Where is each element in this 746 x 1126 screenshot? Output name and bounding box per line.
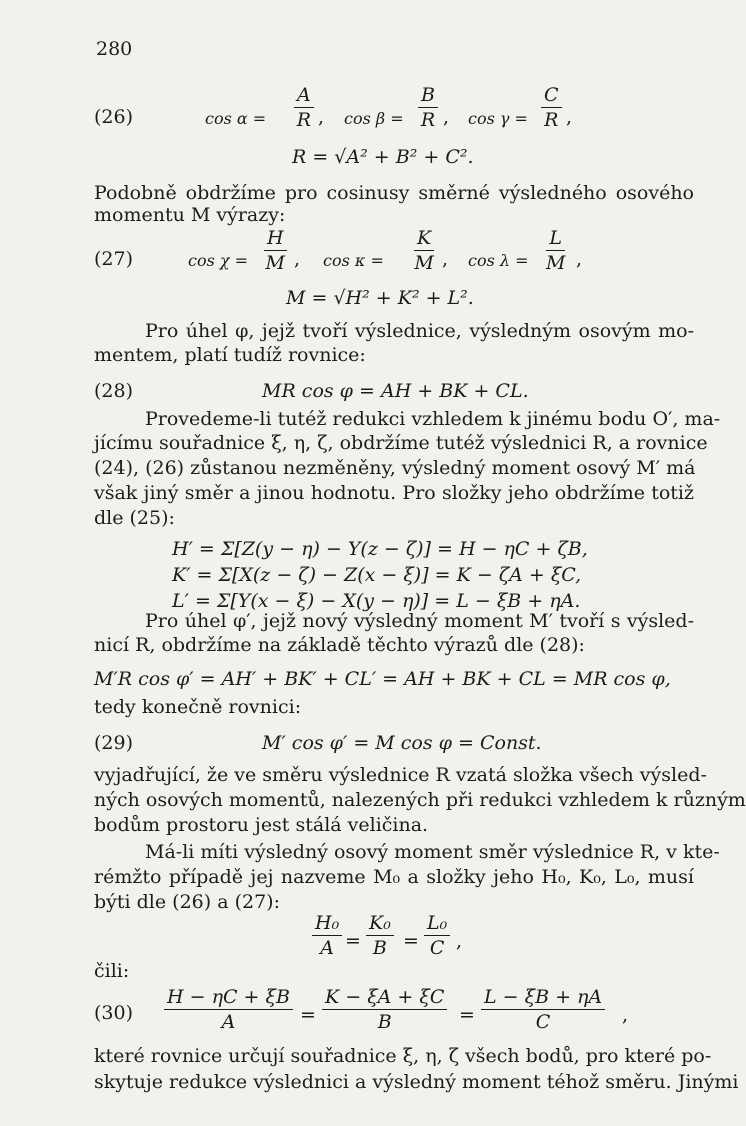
cos-kappa-label: cos κ = <box>323 251 384 270</box>
l-prime-equation: L′ = Σ[Y(x − ξ) − X(y − η)] = L − ξB + ηA. <box>172 590 581 612</box>
equation-number-28: (28) <box>94 380 134 402</box>
paragraph-line: však jiný směr a jinou hodnotu. Pro složky jeho obdržíme totiž <box>94 482 694 504</box>
cos-alpha-label: cos α = <box>205 109 267 128</box>
fraction-l-over-m: L M <box>546 227 566 274</box>
paragraph-line: momentu M výrazy: <box>94 204 286 226</box>
book-page: 280 (26) cos α = A R , cos β = B R , cos γ = C R , R = √A² + B² + C². Podobně obdržíme pro cosinusy směrné výsledného osového momentu M výrazy: (27) cos χ = H M , cos κ = K M , cos λ = L M , M = √H² + K² + L². Pro úhel φ, jejž tvoří výslednice, výsledným osovým mo- mentem, platí tudíž rovnice: (28) MR cos φ = AH + BK + CL. Provedeme-li tutéž redukci vzhledem k jinému bodu O′, ma- jícímu souřadnice ξ, η, ζ, obdržíme tutéž výslednici R, a rovnice (24), (26) zůstanou nezměněny, výsledný moment osový M′ má však jiný směr a jinou hodnotu. Pro složky jeho obdržíme totiž dle (25): H′ = Σ[Z(y − η) − Y(z − ζ)] = H − ηC + ζB, K′ = Σ[X(z − ζ) − Z(x − ξ)] = K − ζA + ξC, L′ = Σ[Y(x − ξ) − X(y − η)] = L − ξB + ηA. Pro úhel φ′, jejž nový výsledný moment M′ tvoří s výsled- nicí R, obdržíme na základě těchto výrazů dle (28): M′R cos φ′ = AH′ + BK′ + CL′ = AH + BK + CL = MR cos φ, tedy konečně rovnici: (29) M′ cos φ′ = M cos φ = Const. vyjadřující, že ve směru výslednice R vzatá složka všech výsled- ných osových momentů, nalezených při redukci vzhledem k různým bodům prostoru jest stálá veličina. Má-li míti výsledný osový moment směr výslednice R, v kte- rémžto případě jej nazveme M₀ a složky jeho H₀, K₀, L₀, musí býti dle (26) a (27): H₀ A = K₀ B = L₀ C , čili: (30) H − ηC + ξB A = K − ξA + ξC B = L − ξB + ηA C , které rovnice určují souřadnice ξ, η, ζ všech bodů, pro které po- skytuje redukce výslednici a výsledný moment téhož směru. Jinými <box>94 38 746 1093</box>
paragraph-line: dle (25): <box>94 507 175 529</box>
cos-beta-label: cos β = <box>344 109 404 128</box>
cos-lambda-label: cos λ = <box>468 251 529 270</box>
k-prime-equation: K′ = Σ[X(z − ζ) − Z(x − ξ)] = K − ζA + ξC, <box>172 564 582 586</box>
fraction-h0-over-a: H₀ A <box>312 914 342 958</box>
fraction-l0-over-c: L₀ C <box>424 914 450 958</box>
paragraph-line: Má-li míti výsledný osový moment směr výslednice R, v kte- <box>145 841 720 863</box>
fraction-b-over-r: B R <box>418 86 438 130</box>
paragraph-line: Pro úhel φ′, jejž nový výsledný moment M′ tvoří s výsled- <box>145 610 694 632</box>
fraction-30-second: K − ξA + ξC B <box>322 988 447 1032</box>
paragraph-line: skytuje redukce výslednici a výsledný moment téhož směru. Jinými <box>94 1071 739 1093</box>
paragraph-line: Provedeme-li tutéž redukci vzhledem k jinému bodu O′, ma- <box>145 408 721 430</box>
cos-chi-label: cos χ = <box>188 251 249 270</box>
equation-number-27: (27) <box>94 248 134 270</box>
h-prime-equation: H′ = Σ[Z(y − η) − Y(z − ζ)] = H − ηC + ζB, <box>172 538 588 560</box>
fraction-c-over-r: C R <box>541 86 562 130</box>
paragraph-line: rémžto případě jej nazveme M₀ a složky jeho H₀, K₀, L₀, musí <box>94 866 694 888</box>
equation-number-26: (26) <box>94 106 134 128</box>
fraction-k-over-m: K M <box>414 227 434 274</box>
paragraph-line: jícímu souřadnice ξ, η, ζ, obdržíme tutéž výslednici R, a rovnice <box>94 432 708 454</box>
paragraph-line: nicí R, obdržíme na základě těchto výrazů dle (28): <box>94 634 585 656</box>
fraction-30-third: L − ξB + ηA C <box>481 988 605 1032</box>
paragraph-line: které rovnice určují souřadnice ξ, η, ζ všech bodů, pro které po- <box>94 1045 712 1067</box>
fraction-k0-over-b: K₀ B <box>366 914 394 958</box>
equation-number-30: (30) <box>94 1002 134 1024</box>
m-magnitude-formula: M = √H² + K² + L². <box>286 287 474 309</box>
paragraph-line: býti dle (26) a (27): <box>94 891 280 913</box>
paragraph-line: Pro úhel φ, jejž tvoří výslednice, výsledným osovým mo- <box>145 320 694 342</box>
fraction-h-over-m: H M <box>265 227 286 274</box>
fraction-a-over-r: A R <box>294 86 314 130</box>
paragraph-line: vyjadřující, že ve směru výslednice R vzatá složka všech výsled- <box>94 764 707 786</box>
paragraph-line: (24), (26) zůstanou nezměněny, výsledný moment osový M′ má <box>94 457 696 479</box>
equation-28-body: MR cos φ = AH + BK + CL. <box>262 380 529 402</box>
page-number: 280 <box>96 38 133 60</box>
cos-gamma-label: cos γ = <box>468 109 528 128</box>
paragraph-line: ných osových momentů, nalezených při redukci vzhledem k různým <box>94 789 746 811</box>
paragraph-line: bodům prostoru jest stálá veličina. <box>94 814 429 836</box>
paragraph-line: čili: <box>94 960 130 982</box>
paragraph-line: mentem, platí tudíž rovnice: <box>94 344 366 366</box>
paragraph-line: Podobně obdržíme pro cosinusy směrné výsledného osového <box>94 182 694 204</box>
mr-cos-equation: M′R cos φ′ = AH′ + BK′ + CL′ = AH + BK + CL = MR cos φ, <box>94 668 671 690</box>
paragraph-line: tedy konečně rovnici: <box>94 696 302 718</box>
r-magnitude-formula: R = √A² + B² + C². <box>292 146 474 168</box>
equation-number-29: (29) <box>94 732 134 754</box>
equation-29-body: M′ cos φ′ = M cos φ = Const. <box>262 732 542 754</box>
fraction-30-first: H − ηC + ξB A <box>164 988 293 1032</box>
